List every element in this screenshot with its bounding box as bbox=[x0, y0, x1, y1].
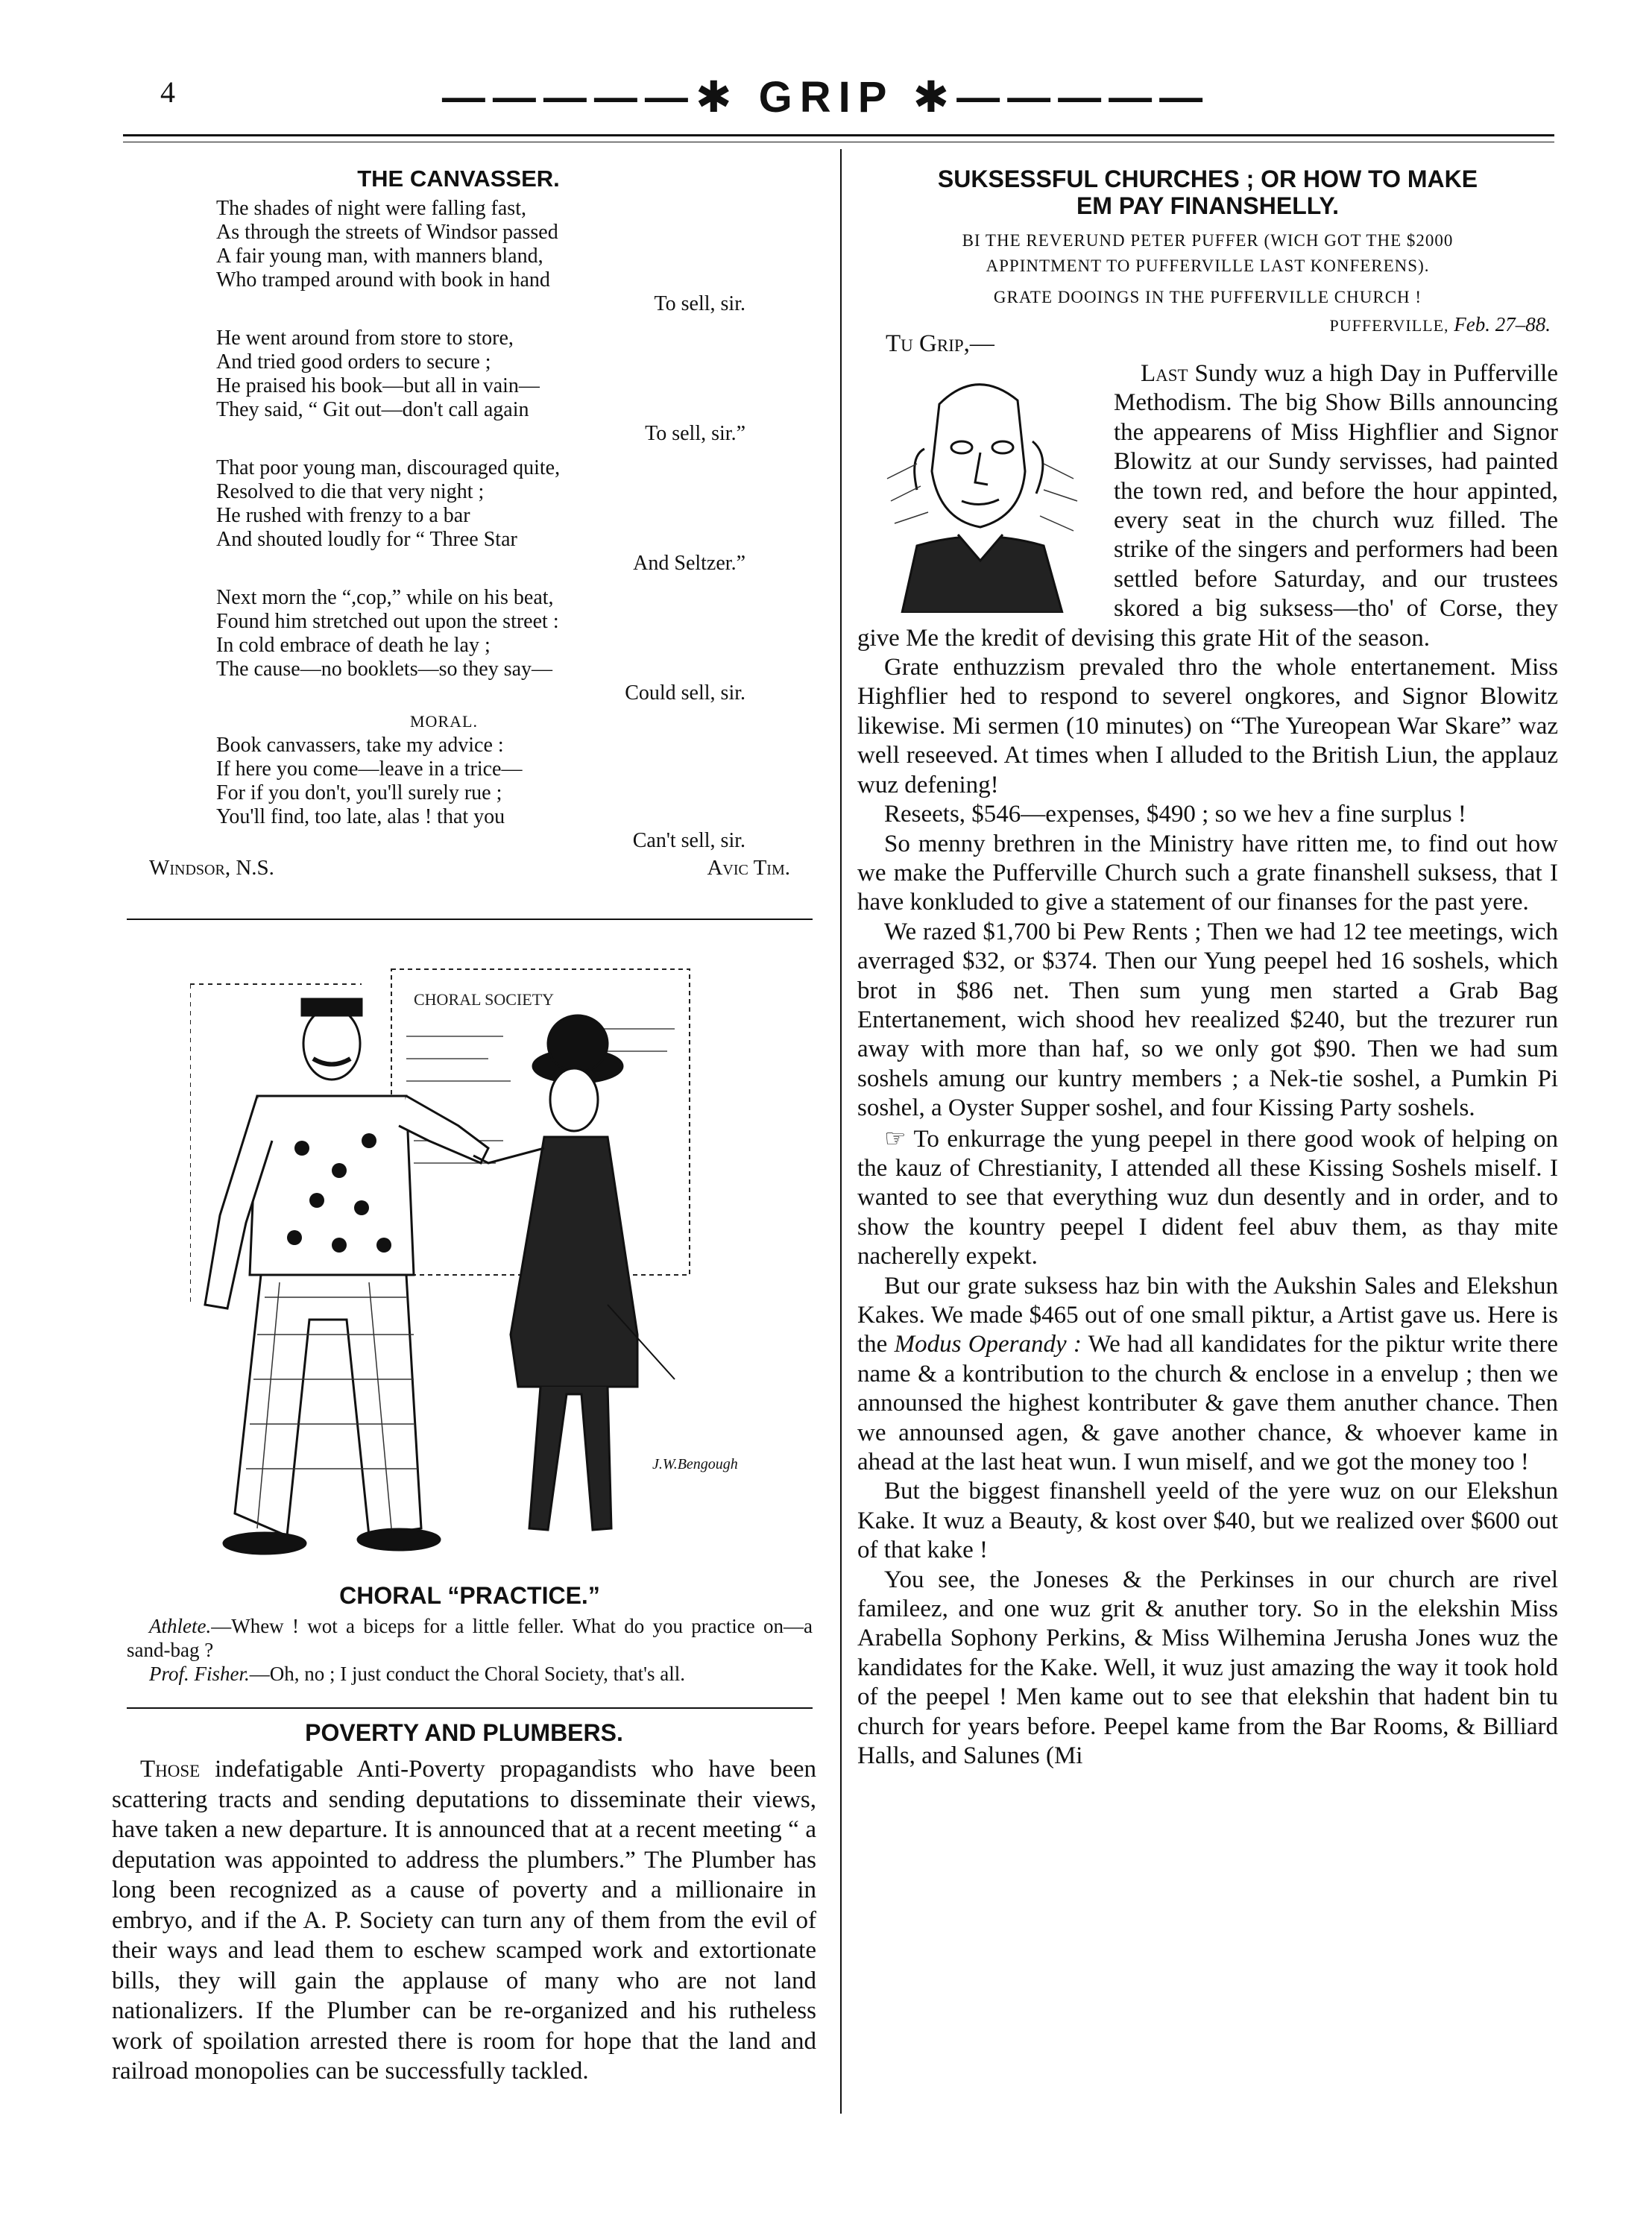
churches-text: To enkurrage the yung peepel in there good wook of helping on the kauz of Chrestianity, I attended all these Kissing Soshels miself. I wanted to see that everything wuz dun desently and in order, and to show the kountry peepel I dident feel abuv them, as thay mite nacherelly expekt. bbox=[857, 1125, 1558, 1270]
poem-line: For if you don't, you'll surely rue ; bbox=[216, 781, 502, 804]
poem-stanza bbox=[216, 327, 745, 446]
canvasser-poem bbox=[127, 166, 790, 880]
poem-refrain: To sell, sir. bbox=[654, 292, 745, 315]
churches-title-line: EM PAY FINANSHELLY. bbox=[1076, 192, 1340, 219]
notice-sign-text: CHORAL SOCIETY bbox=[414, 990, 555, 1009]
header-rule-top bbox=[123, 134, 1554, 136]
caption-athlete-text: —Whew ! wot a biceps for a little feller. What do you practice on—a sand-bag ? bbox=[127, 1615, 813, 1661]
poverty-title: POVERTY AND PLUMBERS. bbox=[305, 1719, 623, 1746]
cartoon-caption-title: CHORAL “PRACTICE.” bbox=[339, 1582, 600, 1609]
churches-salutation: Tu Grip,— bbox=[886, 330, 994, 357]
poem-line: You'll find, too late, alas ! that you bbox=[216, 805, 505, 828]
masthead-ornament-right: ✱————— bbox=[893, 73, 1211, 122]
churches-paragraph bbox=[857, 1272, 1558, 1478]
poem-line: The cause—no booklets—so they say— bbox=[216, 658, 553, 681]
poem-line: Who tramped around with book in hand bbox=[216, 268, 550, 292]
pointing-hand-icon: ☞ bbox=[884, 1123, 907, 1153]
poem-line: In cold embrace of death he lay ; bbox=[216, 634, 491, 657]
byline-line: BI THE REVERUND PETER PUFFER (WICH GOT THE $2000 bbox=[962, 231, 1454, 250]
churches-italic-text: Modus Operandy : bbox=[894, 1331, 1082, 1358]
reverend-portrait-illustration bbox=[857, 359, 1103, 613]
masthead bbox=[0, 72, 1652, 122]
poem-stanza bbox=[216, 734, 745, 853]
speaker-athlete: Athlete. bbox=[149, 1615, 212, 1637]
churches-title-line: SUKSESSFUL CHURCHES ; OR HOW TO MAKE bbox=[937, 166, 1478, 192]
poem-line: He went around from store to store, bbox=[216, 327, 514, 350]
churches-first-word: Last bbox=[1141, 360, 1188, 387]
poem-line: Book canvassers, take my advice : bbox=[216, 734, 504, 757]
masthead-title: GRIP bbox=[758, 73, 894, 122]
poem-refrain: To sell, sir.” bbox=[645, 422, 745, 445]
poem-line: And tried good orders to secure ; bbox=[216, 350, 491, 374]
poem-line: As through the streets of Windsor passed bbox=[216, 221, 558, 244]
poem-line: He rushed with frenzy to a bar bbox=[216, 504, 470, 527]
poverty-first-word: Those bbox=[140, 1756, 201, 1783]
poem-author: Avic Tim. bbox=[707, 856, 790, 880]
poem-line: A fair young man, with manners bland, bbox=[216, 245, 543, 268]
canvasser-title: THE CANVASSER. bbox=[357, 166, 560, 192]
churches-body bbox=[857, 359, 1558, 1771]
choral-cartoon bbox=[190, 947, 786, 1573]
poem-line: If here you come—leave in a trice— bbox=[216, 757, 523, 781]
poem-moral-label: MORAL. bbox=[410, 712, 478, 731]
masthead-ornament-left: —————✱ bbox=[441, 73, 759, 122]
churches-paragraph: You see, the Joneses & the Perkinses in our church are rivel famileez, and one wuz grit & anuther tory. So in the elekshin Miss Arabella Sophony Perkins, & Miss Wilhemina Jerusha Jones wuz the kandidates for the Kake. Well, it wuz just amazing the way it took hold of the peepel ! Men kame out to see that elekshin that hadent bin tu church for years before. Peepel kame from the Bar Rooms, & Billiard Halls, and Salunes (Mi bbox=[857, 1566, 1558, 1770]
poem-line: He praised his book—but all in vain— bbox=[216, 374, 540, 397]
page-number: 4 bbox=[160, 75, 175, 109]
cartoon-illustration bbox=[190, 947, 786, 1573]
dateline-place: PUFFERVILLE, bbox=[1329, 316, 1449, 335]
churches-title bbox=[857, 166, 1558, 219]
churches-article bbox=[857, 166, 1558, 1771]
churches-paragraph: So menny brethren in the Ministry have ritten me, to find out how we make the Pufferville Church such a grate finanshell suksess, that I have konkluded to give a statement of our finanses for the past yere. bbox=[857, 830, 1558, 916]
poem-line: They said, “ Git out—don't call again bbox=[216, 398, 529, 421]
section-rule bbox=[127, 1707, 813, 1709]
churches-byline bbox=[857, 228, 1558, 279]
poem-line: That poor young man, discouraged quite, bbox=[216, 456, 561, 479]
poem-place: Windsor, N.S. bbox=[149, 856, 274, 880]
churches-paragraph: Reseets, $546—expenses, $490 ; so we hev a fine surplus ! bbox=[884, 801, 1466, 828]
poem-refrain: And Seltzer.” bbox=[633, 552, 745, 575]
poem-refrain: Could sell, sir. bbox=[625, 681, 745, 705]
poem-stanza bbox=[216, 197, 745, 316]
churches-paragraph: Grate enthuzzism prevaled thro the whole entertanement. Miss Highflier hed to respond to severel ongkores, and Signor Blowitz likewise. Mi sermen (10 minutes) on “The Yureopean War Skare” waz well reseeved. At times when I alluded to the British Liun, the applauz wuz defening! bbox=[857, 654, 1558, 798]
poem-signoff bbox=[127, 856, 790, 880]
section-rule bbox=[127, 919, 813, 920]
churches-subhead: GRATE DOOINGS IN THE PUFFERVILLE CHURCH ! bbox=[993, 288, 1422, 306]
churches-text: We had all kandidates for the piktur write there name & a kontribution to the church & enclose in a envelup ; then we announsed the highest kontributer & gave them anuther chance. Then we announsed agen, & gave another chance, & whoever kame in ahead at the last heat wun. I wun miself, and we got the money too ! bbox=[857, 1331, 1558, 1476]
poem-stanza bbox=[216, 586, 745, 705]
churches-paragraph: We razed $1,700 bi Pew Rents ; Then we had 12 tee meetings, wich averraged $32, or $374. Then our Yung peepel hed 16 soshels, which brot in $86 net. Then sum yung men started a Grab Bag Entertanement, wich shood hev reealized $240, but the trezurer run away with more than haf, so we only got $90. Then we had sum soshels amung our kuntry members ; a Nek-tie soshel, a Pumkin Pi soshel, a Oyster Supper soshel, and four Kissing Party soshels. bbox=[857, 918, 1558, 1122]
poem-stanza bbox=[216, 456, 745, 576]
professor-figure bbox=[473, 1015, 675, 1530]
churches-text: Sundy wuz a high Day in Pufferville Methodism. The big Show Bills announcing the appearens of Miss Highflier and Signor Blowitz at our Sundy servisses, had painted the town red, and before the hour appinted, every seat in the church wuz filled. The strike of the singers and performers had been settled before Saturday, and our trustees skored a big suksess—tho' of Corse, they give Me the kredit of devising this grate Hit of the season. bbox=[857, 360, 1558, 652]
poem-refrain: Can't sell, sir. bbox=[632, 829, 745, 852]
athlete-figure bbox=[205, 999, 488, 1554]
speaker-professor: Prof. Fisher. bbox=[149, 1663, 250, 1685]
poverty-body bbox=[112, 1754, 816, 2087]
artist-signature: J.W.Bengough bbox=[652, 1456, 738, 1472]
caption-line-professor bbox=[127, 1662, 813, 1686]
churches-text: But our grate suksess haz bin with the Aukshin Sales and Elekshun Kakes. We made $465 out of one small piktur, a Artist gave us. Here is the bbox=[857, 1272, 1558, 1358]
poem-line: Next morn the “,cop,” while on his beat, bbox=[216, 586, 554, 609]
column-divider bbox=[840, 149, 842, 2114]
poverty-paragraph bbox=[112, 1754, 816, 2087]
byline-line: APPINTMENT TO PUFFERVILLE LAST KONFERENS). bbox=[986, 256, 1430, 275]
cartoon-caption bbox=[127, 1582, 813, 1686]
reverend-portrait bbox=[857, 359, 1103, 613]
caption-professor-text: —Oh, no ; I just conduct the Choral Society, that's all. bbox=[249, 1663, 686, 1685]
churches-paragraph bbox=[857, 1124, 1558, 1272]
poem-line: Found him stretched out upon the street : bbox=[216, 610, 559, 633]
poem-line: Resolved to die that very night ; bbox=[216, 480, 485, 503]
poem-line: The shades of night were falling fast, bbox=[216, 197, 526, 220]
poverty-text: indefatigable Anti-Poverty propagandists who have been scattering tracts and sending deputations to disseminate their views, have taken a new departure. It is announced that at a recent meeting “ a deputation was appointed to address the plumbers.” The Plumber has long been recognized as a cause of poverty and a millionaire in embryo, and if the A. P. Society can turn any of them from the evil of their ways and lead them to eschew scamped work and extortionate bills, they will gain the applause of many who are not land nationalizers. If the Plumber can be re-organized and his rutheless work of spoilation arrested there is room for hope that the land and railroad monopolies can be successfully tackled. bbox=[112, 1756, 816, 2085]
caption-line-athlete bbox=[127, 1614, 813, 1662]
dateline-date: Feb. 27–88. bbox=[1454, 313, 1551, 335]
poem-line: And shouted loudly for “ Three Star bbox=[216, 528, 517, 551]
poverty-article bbox=[112, 1719, 816, 2087]
churches-paragraph: But the biggest finanshell yeeld of the yere wuz on our Elekshun Kake. It wuz a Beauty, & kost over $40, but we realized over $600 out of that kake ! bbox=[857, 1478, 1558, 1564]
